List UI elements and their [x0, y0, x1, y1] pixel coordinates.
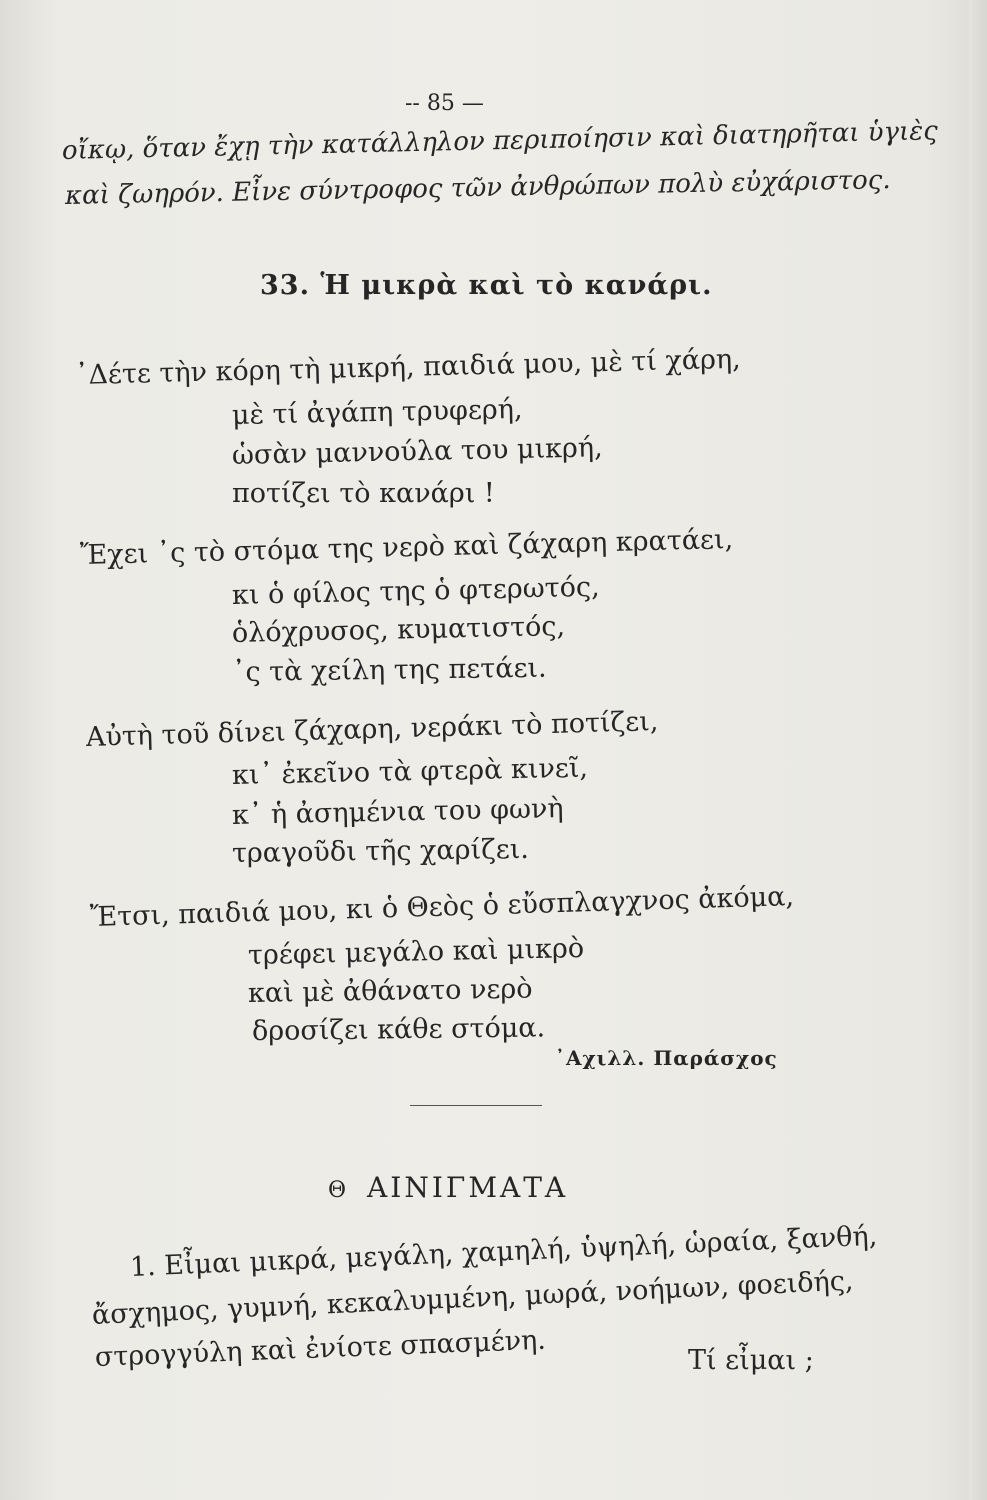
page-number: -- 85 —	[405, 91, 484, 116]
intro-line-1: οἴκῳ, ὅταν ἔχῃ τὴν κατάλληλον περιποίησιν καὶ διατηρῆται ὑγιὲς	[61, 116, 939, 166]
stanza-3-line-4: τραγοῦδι τῆς χαρίζει.	[231, 833, 530, 869]
section-title: ΑΙΝΙΓΜΑΤΑ	[367, 1171, 569, 1204]
poem-author: ᾿Αχιλλ. Παράσχος	[555, 1046, 778, 1070]
riddle-line-1: 1. Εἶμαι μικρά, μεγάλη, χαμηλή, ὑψηλή, ὡραία, ξανθή,	[129, 1220, 878, 1283]
poem-title: 33. Ἡ μικρὰ καὶ τὸ κανάρι.	[260, 270, 713, 301]
stanza-1-line-1: ᾿Δέτε τὴν κόρη τὴ μικρή, παιδιά μου, μὲ τί χάρη,	[74, 343, 742, 391]
stanza-4-line-2: τρέφει μεγάλο καὶ μικρὸ	[247, 932, 585, 971]
riddle-question: Τί εἶμαι ;	[688, 1345, 814, 1376]
riddle-line-2: ἄσχημος, γυμνή, κεκαλυμμένη, μωρά, νοήμων, φοειδής,	[91, 1265, 855, 1331]
stanza-2-line-4: ᾿ς τὰ χείλη της πετάει.	[231, 652, 547, 688]
stanza-1-line-2: μὲ τί ἀγάπη τρυφερή,	[231, 393, 523, 431]
stanza-2-line-2: κι ὁ φίλος της ὁ φτερωτός,	[231, 571, 600, 611]
page-edge-shadow	[969, 0, 987, 1500]
stanza-1-line-3: ὡσὰν μαννούλα του μικρή,	[231, 432, 603, 471]
intro-line-2: καὶ ζωηρόν. Εἶνε σύντροφος τῶν ἀνθρώπων πολὺ εὐχάριστος.	[64, 165, 891, 211]
stanza-1-line-4: ποτίζει τὸ κανάρι !	[232, 478, 495, 509]
stanza-3-line-2: κι᾿ ἐκεῖνο τὰ φτερὰ κινεῖ,	[231, 752, 589, 791]
section-divider	[410, 1105, 542, 1106]
section-heading	[328, 1172, 568, 1207]
stanza-4-line-1: Ἔτσι, παιδιά μου, κι ὁ Θεὸς ὁ εὔσπλαγχνος ἀκόμα,	[89, 881, 795, 933]
stanza-3-line-3: κ᾿ ἡ ἀσημένια του φωνὴ	[231, 793, 564, 831]
section-mark: Θ	[328, 1178, 350, 1203]
stanza-3-line-1: Αὐτὴ τοῦ δίνει ζάχαρη, νεράκι τὸ ποτίζει,	[85, 706, 659, 753]
stanza-4-line-3: καὶ μὲ ἀθάνατο νερὸ	[247, 973, 533, 1009]
stanza-2-line-1: Ἔχει ᾿ς τὸ στόμα της νερὸ καὶ ζάχαρη κρατάει,	[79, 524, 734, 571]
riddle-line-3: στρογγύλη καὶ ἐνίοτε σπασμένη.	[94, 1324, 547, 1373]
stanza-4-line-4: δροσίζει κάθε στόμα.	[251, 1012, 546, 1047]
stanza-2-line-3: ὁλόχρυσος, κυματιστός,	[231, 611, 566, 649]
